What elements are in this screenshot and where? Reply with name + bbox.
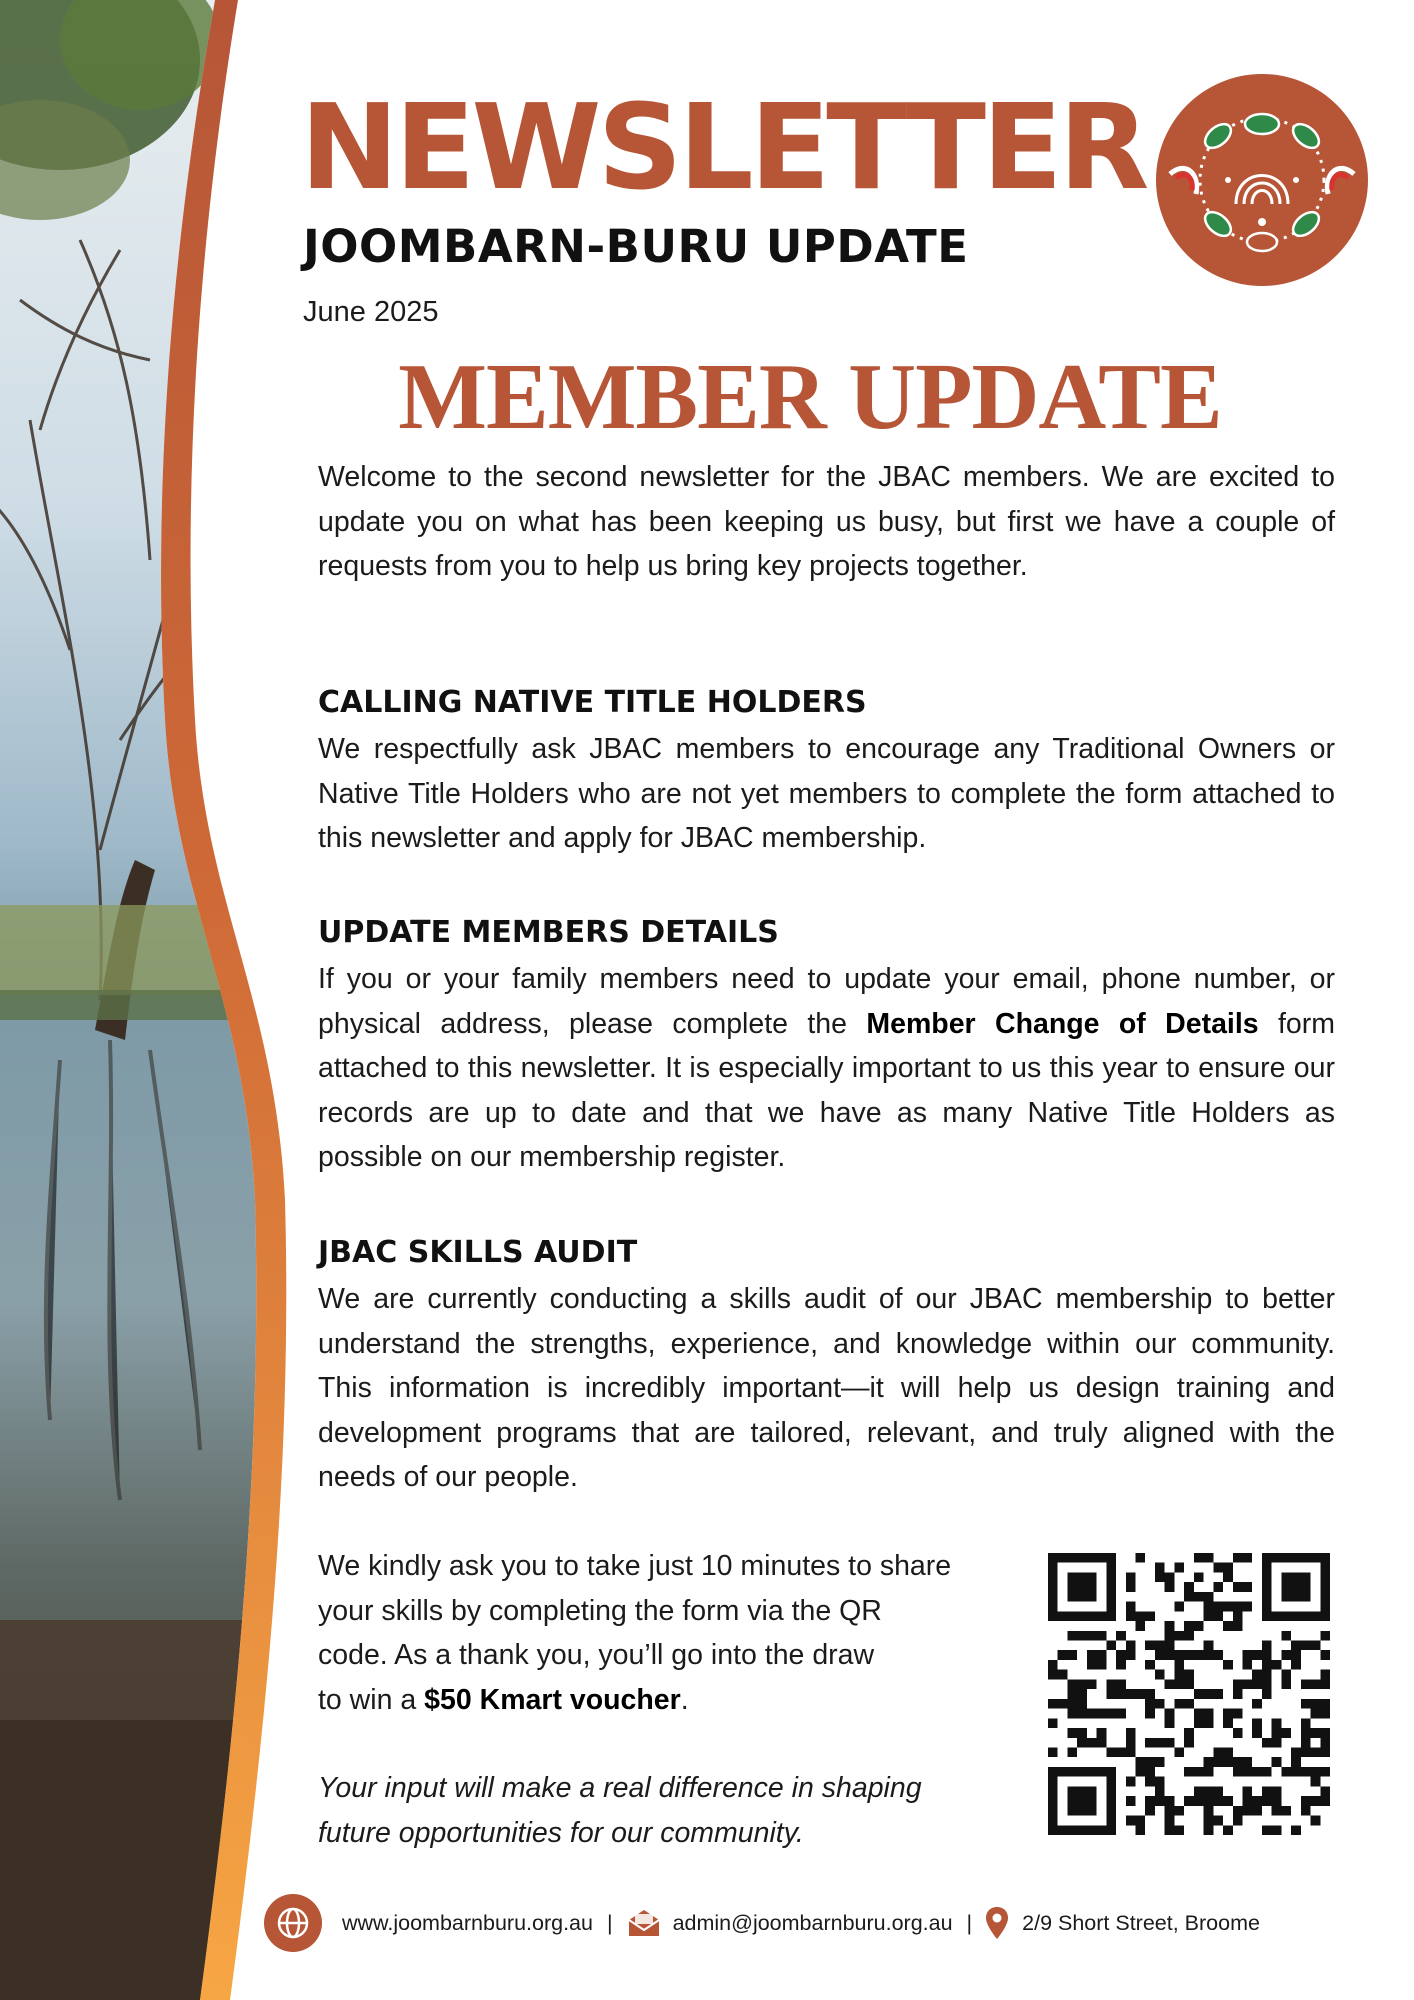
issue-date: June 2025 bbox=[303, 296, 439, 328]
location-pin-icon bbox=[986, 1907, 1008, 1939]
footer-separator: | bbox=[966, 1910, 973, 1935]
skills-audit-ask bbox=[318, 1544, 1038, 1722]
skills-audit-qr-code[interactable] bbox=[1048, 1553, 1330, 1835]
website-link[interactable]: www.joombarnburu.org.au bbox=[342, 1910, 593, 1935]
calling-heading: CALLING NATIVE TITLE HOLDERS bbox=[318, 685, 867, 720]
footer-separator: | bbox=[606, 1910, 613, 1935]
closing-line-1: Your input will make a real difference in shaping bbox=[318, 1772, 922, 1804]
section-title: MEMBER UPDATE bbox=[398, 345, 1222, 449]
ask-line-1: We kindly ask you to take just 10 minutes to share bbox=[318, 1550, 952, 1582]
update-details-heading: UPDATE MEMBERS DETAILS bbox=[318, 915, 779, 950]
ask-line-4-before: to win a bbox=[318, 1683, 425, 1716]
newsletter-subtitle: JOOMBARN-BURU UPDATE bbox=[303, 220, 969, 273]
update-details-paragraph bbox=[318, 957, 1335, 1180]
skills-audit-paragraph: We are currently conducting a skills audit of our JBAC membership to better understand the strengths, experience, and knowledge within our community. This information is incredibly important—it will help us design training and development programs that are tailored, relevant, and truly aligned with the needs of our people. bbox=[318, 1283, 1335, 1493]
skills-audit-heading: JBAC SKILLS AUDIT bbox=[318, 1235, 638, 1270]
closing-statement bbox=[318, 1766, 1038, 1855]
aboriginal-art-circle-logo bbox=[1156, 74, 1368, 286]
wetland-photo-strip bbox=[0, 0, 300, 2000]
intro-paragraph: Welcome to the second newsletter for the JBAC members. We are excited to update you on what has been keeping us busy, but first we have a couple of requests from you to help us bring key projects together. bbox=[318, 461, 1335, 582]
envelope-icon bbox=[627, 1908, 661, 1938]
ask-line-4-after: . bbox=[680, 1683, 689, 1716]
contact-footer bbox=[264, 1893, 1260, 1953]
ask-line-2: your skills by completing the form via the QR bbox=[318, 1594, 882, 1627]
address-text: 2/9 Short Street, Broome bbox=[1022, 1910, 1260, 1935]
update-details-text-after: form attached to this newsletter. It is especially important to us this year to ensure our records are up to date and that we have as many Native Title Holders as possible on our membership register. bbox=[318, 1007, 1335, 1173]
voucher-prize: $50 Kmart voucher bbox=[424, 1683, 681, 1716]
email-link[interactable]: admin@joombarnburu.org.au bbox=[672, 1910, 953, 1935]
ask-line-3: code. As a thank you, you’ll go into the draw bbox=[318, 1639, 875, 1671]
change-of-details-form-name: Member Change of Details bbox=[866, 1007, 1259, 1040]
globe-icon bbox=[264, 1894, 322, 1952]
calling-paragraph: We respectfully ask JBAC members to encourage any Traditional Owners or Native Title Holders who are not yet members to complete the form attached to this newsletter and apply for JBAC membership. bbox=[318, 733, 1335, 854]
newsletter-title: NEWSLETTER bbox=[300, 78, 1146, 216]
update-details-text-before: If you or your family members need to update your email, phone number, or physical address, please complete the bbox=[318, 963, 1335, 1040]
closing-line-2: future opportunities for our community. bbox=[318, 1816, 804, 1849]
